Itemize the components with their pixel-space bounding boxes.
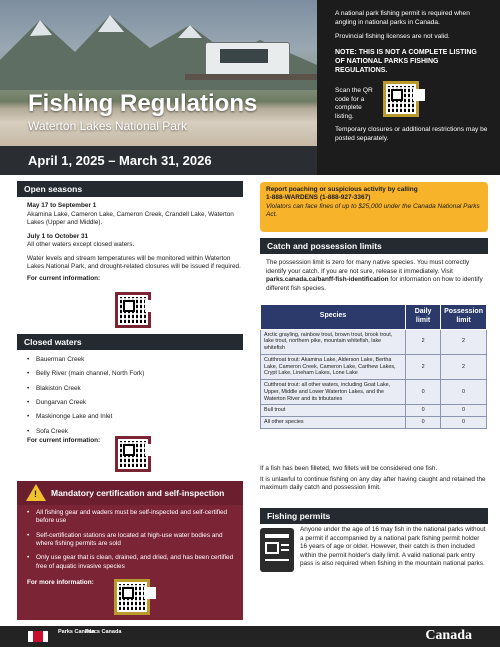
- daily-limit-cell: 2: [406, 354, 441, 379]
- daily-limit-cell: 2: [406, 329, 441, 354]
- mandatory-heading: [17, 481, 243, 505]
- limit-note: It is unlawful to continue fishing on any day after having caught and retained the maximum daily catch and possession limit.: [260, 475, 486, 492]
- qr-code-icon[interactable]: [386, 84, 416, 114]
- panel-qr-row: [335, 81, 488, 121]
- catch-limits-table: [260, 304, 487, 429]
- table-row: [261, 354, 487, 379]
- closed-waters-heading: Closed waters: [17, 334, 243, 350]
- catch-intro: [266, 259, 486, 293]
- qr-frame-mandatory: [114, 579, 150, 615]
- catch-notes: [260, 465, 488, 493]
- list-item: • Blakiston Creek: [27, 385, 241, 393]
- list-item: • Dungarvan Creek: [27, 399, 241, 407]
- possession-limit-cell: 0: [441, 380, 487, 405]
- table-row: [261, 380, 487, 405]
- table-row: [261, 405, 487, 417]
- permit-card-icon: [260, 528, 294, 572]
- open-seasons-body: [27, 202, 241, 283]
- qr-frame-closed-waters: [115, 436, 151, 472]
- boat-graphic: [205, 42, 290, 78]
- warning-icon: !: [26, 484, 46, 501]
- species-cell: Cutthroat trout: Akamina Lake, Alderson Lake, Bertha Lake, Cameron Creek, Cameron Lake, Carthew Lakes, Crypt Lake, Lineham Lakes, Lone Lake: [261, 354, 406, 379]
- list-item: • Maskinonge Lake and Inlet: [27, 413, 241, 421]
- list-item: • Sofa Creek: [27, 428, 241, 436]
- daily-limit-cell: 0: [406, 405, 441, 417]
- poaching-alert: [260, 182, 488, 232]
- list-item: • Self-certification stations are located at high-use water bodies and where fishing permits are sold: [27, 532, 237, 549]
- open-seasons-heading: Open seasons: [17, 181, 243, 197]
- list-item: • Only use gear that is clean, drained, and dried, and has been certified free of aquatic invasive species: [27, 554, 237, 571]
- table-row: [261, 329, 487, 354]
- closed-waters-info-label: For current information:: [27, 437, 101, 444]
- catch-limits-heading: Catch and possession limits: [260, 238, 488, 254]
- fish-id-link[interactable]: parks.canada.ca/banff-fish-identification: [266, 276, 389, 284]
- permits-text: Anyone under the age of 16 may fish in the national parks without a permit if accompanied by a national park fishing permit holder 16 years of age or older. However, their catch is then included within the permit holder's daily limit. A valid national park entry pass is also required when fishing in the mountain national parks.: [300, 526, 486, 568]
- possession-limit-cell: 0: [441, 405, 487, 417]
- qr-frame-open-seasons: [115, 292, 151, 328]
- fillet-note: If a fish has been filleted, two fillets will be considered one fish.: [260, 465, 438, 472]
- qr-code-icon[interactable]: [118, 439, 148, 469]
- permit-info-panel: [317, 0, 500, 175]
- panel-scan-text: Scan the QR code for a complete listing.: [335, 86, 373, 120]
- possession-limit-cell: 0: [441, 417, 487, 429]
- column-header-possession: Possession limit: [441, 305, 487, 330]
- panel-text-provincial: Provincial fishing licenses are not valid.: [335, 33, 450, 41]
- footer-bar: [0, 626, 500, 647]
- canada-flag-icon: [28, 631, 48, 642]
- season-range-2: July 1 to October 31: [27, 232, 89, 240]
- panel-text-closures: Temporary closures or additional restrictions may be posted separately.: [335, 126, 488, 142]
- season-lakes-1: Akamina Lake, Cameron Lake, Cameron Creek, Crandell Lake, Waterton Lakes (Upper and Middle).: [27, 210, 234, 227]
- table-header-row: [261, 305, 487, 330]
- daily-limit-cell: 0: [406, 380, 441, 405]
- season-range-1: May 17 to September 1: [27, 202, 97, 209]
- closed-waters-list: [27, 356, 241, 442]
- page-title: Fishing Regulations: [28, 90, 258, 117]
- alert-phone[interactable]: 1-888-WARDENS (1-888-927-3367): [266, 194, 371, 202]
- column-header-daily: Daily limit: [406, 305, 441, 330]
- species-cell: Bull trout: [261, 405, 406, 417]
- catch-intro-text-end: for information on how to identify different fish species.: [266, 276, 483, 292]
- alert-line-1: Report poaching or suspicious activity by calling: [266, 186, 418, 193]
- mandatory-box: [17, 481, 243, 620]
- fishing-permits-heading: Fishing permits: [260, 508, 488, 524]
- season-lakes-2: All other waters except closed waters.: [27, 241, 135, 249]
- panel-text-permit: A national park fishing permit is required when angling in national parks in Canada.: [335, 10, 470, 26]
- table-row: [261, 417, 487, 429]
- qr-code-icon[interactable]: [117, 582, 147, 612]
- canada-wordmark: Canada: [425, 628, 472, 643]
- list-item: • Bauerman Creek: [27, 356, 241, 364]
- mandatory-heading-text: Mandatory certification and self-inspection: [51, 488, 225, 498]
- season-note: Water levels and stream temperatures will be monitored within Waterton Lakes National Park, and drought-related closures will be issued if required.: [27, 254, 241, 271]
- column-header-species: Species: [261, 305, 406, 330]
- mandatory-list: [27, 509, 237, 577]
- species-cell: Cutthroat trout: all other waters, including Goat Lake, Upper, Middle and Lower Waterton Lakes, and the Waterton River and its tributaries: [261, 380, 406, 405]
- qr-frame: [383, 81, 419, 117]
- panel-note: NOTE: THIS IS NOT A COMPLETE LISTING OF NATIONAL PARKS FISHING REGULATIONS.: [335, 48, 477, 74]
- catch-intro-text: The possession limit is zero for many native species. You must correctly identify your catch. If you are not sure, release it immediately. Visit: [266, 259, 470, 275]
- species-cell: Arctic grayling, rainbow trout, brown trout, brook trout, lake trout, northern pike, mountain whitefish, lake whitefish: [261, 329, 406, 354]
- date-banner: April 1, 2025 – March 31, 2026: [0, 146, 317, 175]
- open-seasons-info-label: For current information:: [27, 274, 101, 282]
- daily-limit-cell: 0: [406, 417, 441, 429]
- possession-limit-cell: 2: [441, 354, 487, 379]
- dock-graphic: [185, 74, 317, 80]
- list-item: • Belly River (main channel, North Fork): [27, 370, 241, 378]
- page-subtitle: Waterton Lakes National Park: [28, 119, 187, 133]
- species-cell: All other species: [261, 417, 406, 429]
- mandatory-info-label: For more information:: [27, 579, 94, 586]
- qr-code-icon[interactable]: [118, 295, 148, 325]
- alert-fines: Violators can face fines of up to $25,000 under the Canada National Parks Act.: [266, 202, 480, 219]
- possession-limit-cell: 2: [441, 329, 487, 354]
- parks-en-label: Parks Canada: [58, 629, 95, 635]
- parcs-canada-wordmark: [85, 629, 121, 636]
- parks-fr-label: Parcs Canada: [85, 629, 122, 635]
- list-item: • All fishing gear and waders must be self-inspected and self-certified before use: [27, 509, 237, 526]
